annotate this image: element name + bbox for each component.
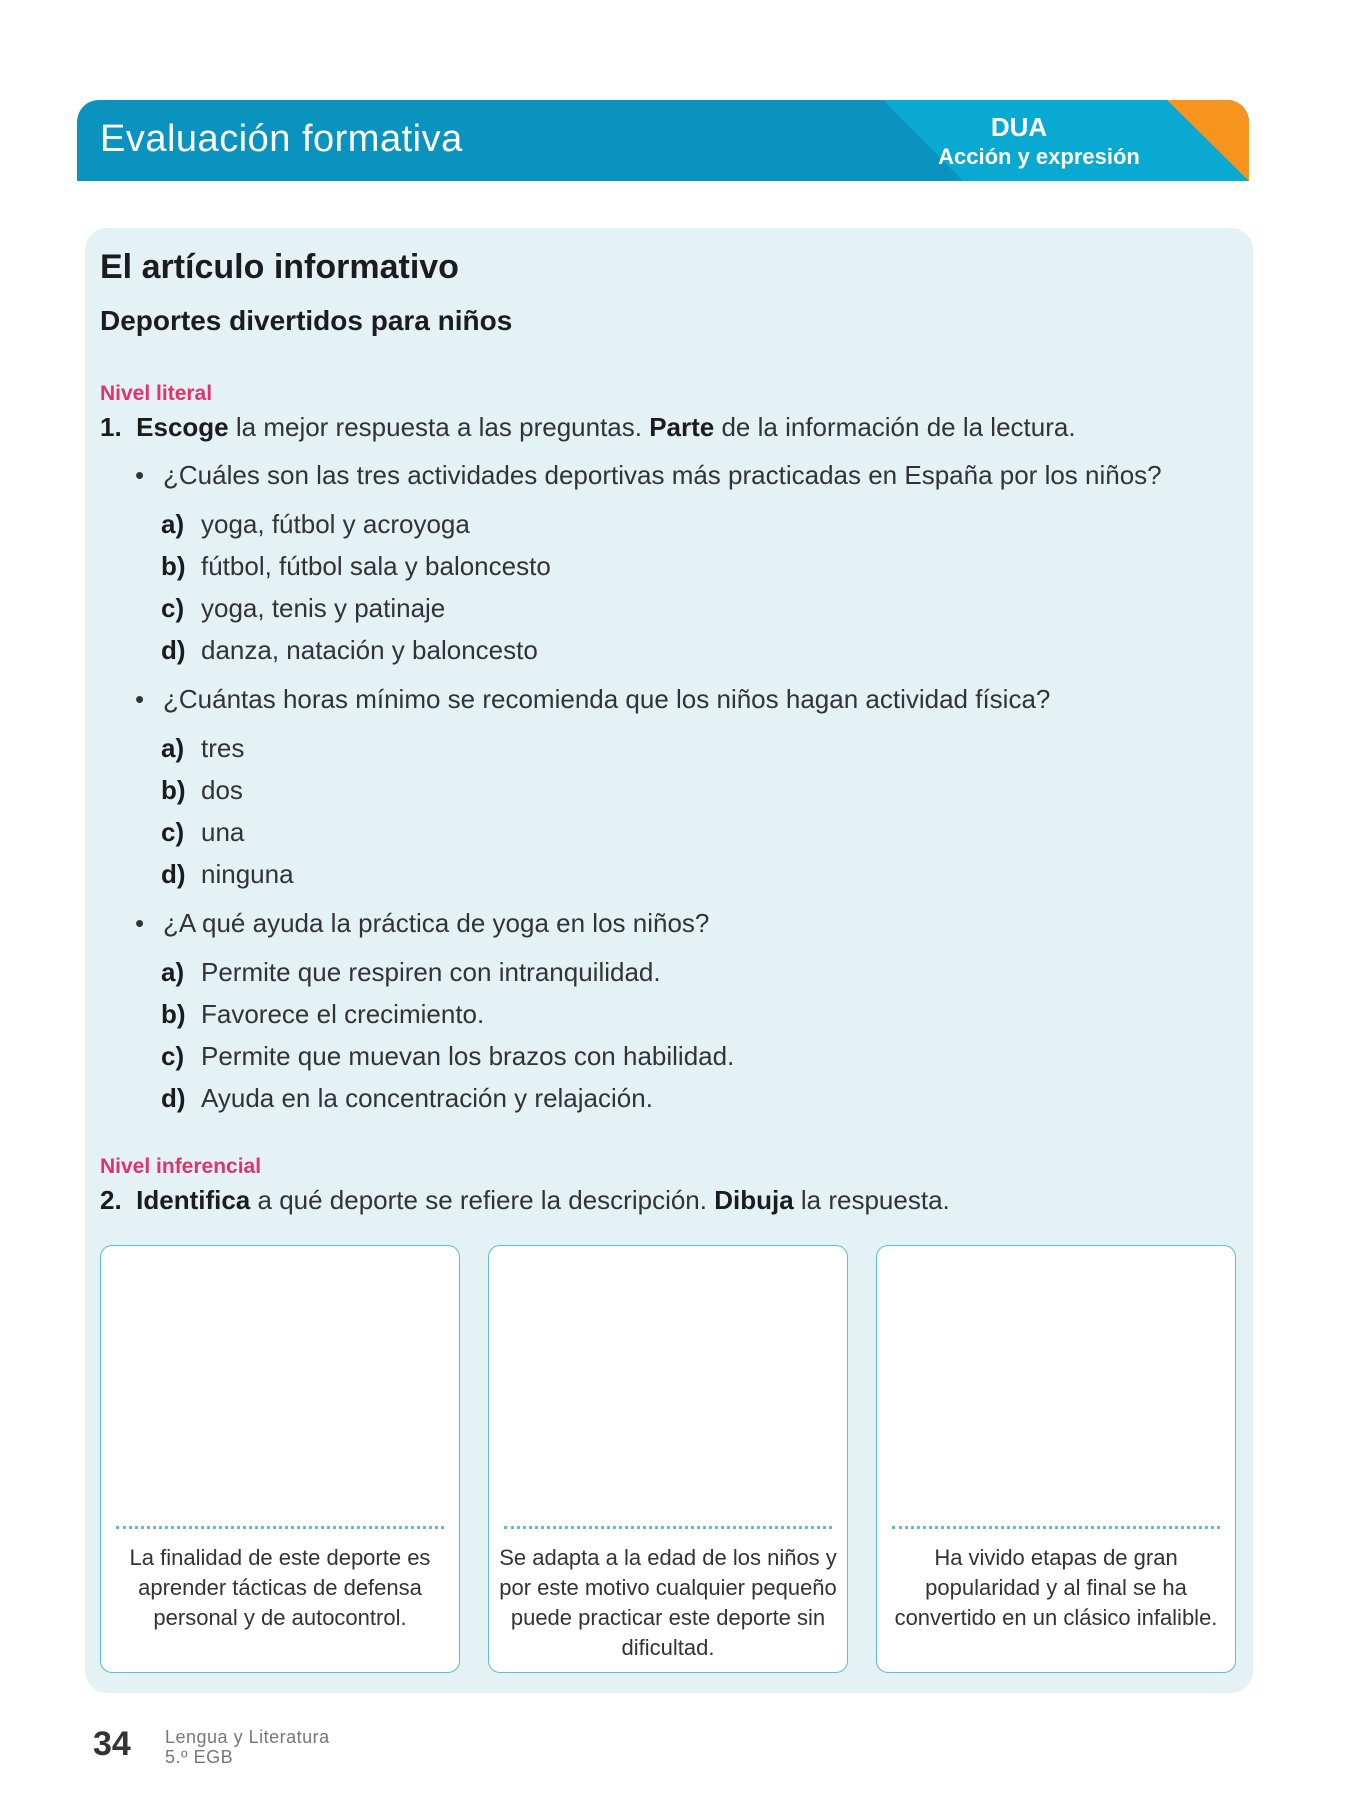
option-text: Permite que muevan los brazos con habilidad. [201, 1041, 735, 1071]
bullet-icon: • [135, 908, 145, 938]
option-text: dos [201, 775, 243, 805]
option-letter: b) [161, 999, 186, 1029]
answer-option[interactable] [161, 509, 470, 540]
instruction-text: la mejor respuesta a las preguntas. [228, 412, 650, 442]
option-letter: c) [161, 1041, 185, 1071]
instruction-1 [100, 412, 1076, 443]
instruction-text: a qué deporte se refiere la descripción. [250, 1185, 715, 1215]
option-letter: b) [161, 551, 186, 581]
answer-option[interactable] [161, 593, 445, 624]
page-number: 34 [93, 1725, 131, 1763]
answer-option[interactable] [161, 817, 244, 848]
answer-option[interactable] [161, 1041, 734, 1072]
option-letter: c) [161, 817, 185, 847]
answer-option[interactable] [161, 859, 294, 890]
answer-option[interactable] [161, 733, 244, 764]
answer-line [116, 1526, 444, 1529]
instruction-text: la respuesta. [793, 1185, 950, 1215]
level-literal-label: Nivel literal [100, 382, 213, 405]
instruction-number: 1. [100, 412, 122, 442]
answer-option[interactable] [161, 1083, 653, 1114]
option-text: Favorece el crecimiento. [201, 999, 485, 1029]
question-text: ¿A qué ayuda la práctica de yoga en los niños? [163, 908, 710, 938]
option-text: yoga, fútbol y acroyoga [201, 509, 470, 539]
option-letter: a) [161, 509, 185, 539]
instruction-verb: Parte [649, 412, 715, 442]
option-letter: a) [161, 957, 185, 987]
bullet-icon: • [135, 460, 145, 490]
instruction-verb: Identifica [136, 1185, 251, 1215]
badge-title: DUA [990, 112, 1048, 142]
question-text: ¿Cuáles son las tres actividades deportivas más practicadas en España por los niños? [163, 460, 1162, 490]
question [135, 908, 709, 939]
box-description: La finalidad de este deporte es aprender tácticas de defensa personal y de autocontrol. [129, 1545, 431, 1630]
question [135, 460, 1162, 491]
box-description: Ha vivido etapas de gran popularidad y al final se ha convertido en un clásico infalible. [894, 1545, 1218, 1630]
option-letter: a) [161, 733, 185, 763]
option-letter: d) [161, 859, 186, 889]
answer-option[interactable] [161, 999, 484, 1030]
answer-line [504, 1526, 832, 1529]
option-letter: c) [161, 593, 185, 623]
option-text: Ayuda en la concentración y relajación. [201, 1083, 653, 1113]
instruction-verb: Escoge [136, 412, 229, 442]
drawing-box[interactable] [100, 1245, 460, 1673]
answer-option[interactable] [161, 957, 661, 988]
footer-subject: Lengua y Literatura [165, 1727, 330, 1747]
header-banner [77, 100, 1249, 181]
instruction-2 [100, 1185, 950, 1216]
instruction-verb: Dibuja [714, 1185, 794, 1215]
instruction-text: de la información de la lectura. [714, 412, 1076, 442]
option-text: ninguna [201, 859, 294, 889]
section-title: El artículo informativo [100, 248, 459, 286]
answer-option[interactable] [161, 635, 538, 666]
section-subtitle: Deportes divertidos para niños [100, 305, 513, 336]
answer-option[interactable] [161, 775, 243, 806]
page-title: Evaluación formativa [100, 118, 463, 160]
option-letter: d) [161, 1083, 186, 1113]
option-text: Permite que respiren con intranquilidad. [201, 957, 661, 987]
option-text: una [201, 817, 245, 847]
question-text: ¿Cuántas horas mínimo se recomienda que los niños hagan actividad física? [163, 684, 1051, 714]
bullet-icon: • [135, 684, 145, 714]
option-text: yoga, tenis y patinaje [201, 593, 446, 623]
instruction-number: 2. [100, 1185, 122, 1215]
question [135, 684, 1050, 715]
option-letter: b) [161, 775, 186, 805]
option-letter: d) [161, 635, 186, 665]
option-text: danza, natación y baloncesto [201, 635, 538, 665]
level-inferential-label: Nivel inferencial [100, 1155, 262, 1178]
answer-option[interactable] [161, 551, 551, 582]
drawing-box[interactable] [488, 1245, 848, 1673]
option-text: fútbol, fútbol sala y baloncesto [201, 551, 551, 581]
footer-grade: 5.º EGB [165, 1747, 234, 1767]
box-description: Se adapta a la edad de los niños y por este motivo cualquier pequeño puede practicar este deporte sin dificultad. [499, 1545, 837, 1660]
option-text: tres [201, 733, 245, 763]
answer-line [892, 1526, 1220, 1529]
badge-subtitle: Acción y expresión [938, 144, 1140, 169]
drawing-box[interactable] [876, 1245, 1236, 1673]
